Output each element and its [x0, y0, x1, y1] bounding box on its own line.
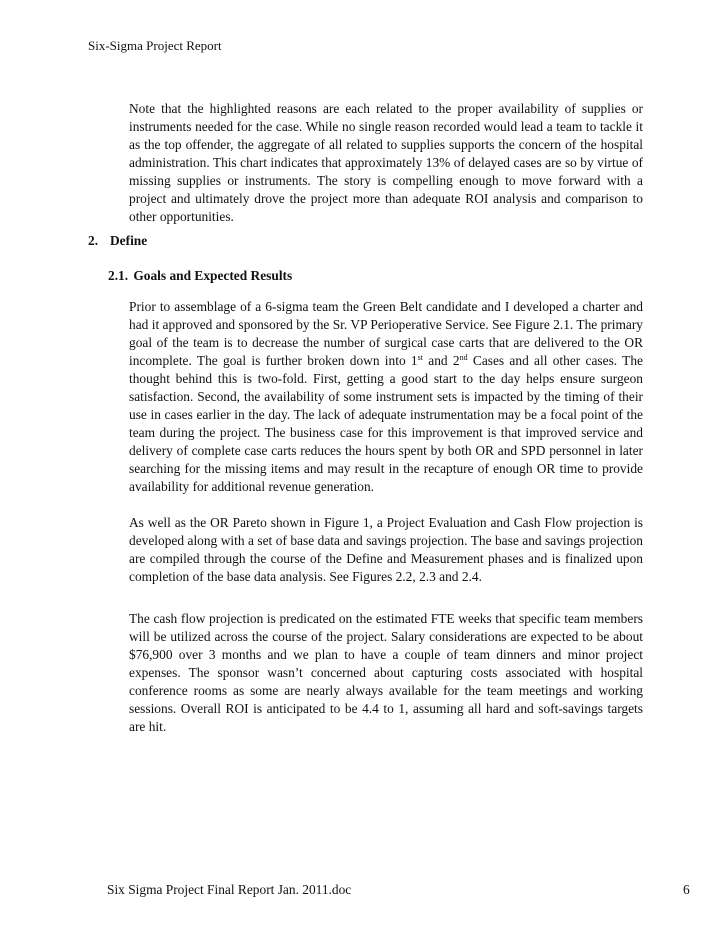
subsection-title: Goals and Expected Results: [133, 268, 293, 283]
goals-text-part3: Cases and all other cases. The thought behind this is two-fold. First, getting a good start to the day helps ensure surgeon satisfaction. Second, the availability of some instrument sets is impacted by the timing of their use in cases earlier in the day. The lack of adequate instrumentation may be a focal point of the team during the project. The business case for this improvement is that improved service and delivery of complete case carts reduces the hours spent by both OR and SPD personnel in later searching for the missing items and may result in the recapture of enough OR time to provide availability for additional revenue generation.: [129, 353, 644, 494]
footer-page-number: 6: [683, 882, 690, 897]
intro-paragraph: Note that the highlighted reasons are each related to the proper availability of supplies or instruments needed for the case. While no single reason recorded would lead a team to tackle it as the top offender, the aggregate of all related to supplies supports the concern of the hospital administration. This chart indicates that approximately 13% of delayed cases are so by virtue of missing supplies or instruments. The story is compelling enough to move forward with a project and ultimately drove the project more than adequate ROI analysis and comparison to other opportunities.: [129, 101, 643, 224]
goals-sup-1st: st: [417, 353, 423, 362]
section-title: Define: [110, 233, 148, 248]
section-heading: [88, 233, 147, 249]
goals-sup-2nd: nd: [459, 353, 468, 362]
subsection-heading: [108, 268, 292, 284]
cashflow-paragraph: The cash flow projection is predicated on the estimated FTE weeks that specific team members will be utilized across the course of the project. Salary considerations are expected to be about $76,900 over 3 months and we plan to have a couple of team dinners and minor project expenses. The sponsor wasn’t concerned about capturing costs associated with hospital conference rooms as some are nearly always available for the team meetings and working sessions. Overall ROI is anticipated to be 4.4 to 1, assuming all hard and soft-savings targets are hit.: [129, 611, 643, 734]
footer-filename: Six Sigma Project Final Report Jan. 2011.doc: [107, 882, 352, 897]
goals-text-part1: Prior to assemblage of a 6-sigma team the Green Belt candidate and I developed a charter and had it approved and sponsored by the Sr. VP Perioperative Service. See Figure 2.1. The primary goal of the team is to decrease the number of surgical case carts that are delivered to the OR incomplete. The goal is further broken down into 1: [129, 299, 643, 368]
page-header: Six-Sigma Project Report: [88, 38, 222, 53]
pareto-paragraph: As well as the OR Pareto shown in Figure 1, a Project Evaluation and Cash Flow projection is developed along with a set of base data and savings projection. The base and savings projection are compiled through the course of the Define and Measurement phases and is finalized upon completion of the base data analysis. See Figures 2.2, 2.3 and 2.4.: [129, 515, 643, 584]
subsection-number: 2.1.: [108, 268, 129, 283]
goals-text-part2: and 2: [422, 353, 460, 368]
goals-paragraph: [129, 298, 643, 496]
section-number: 2.: [88, 233, 99, 248]
